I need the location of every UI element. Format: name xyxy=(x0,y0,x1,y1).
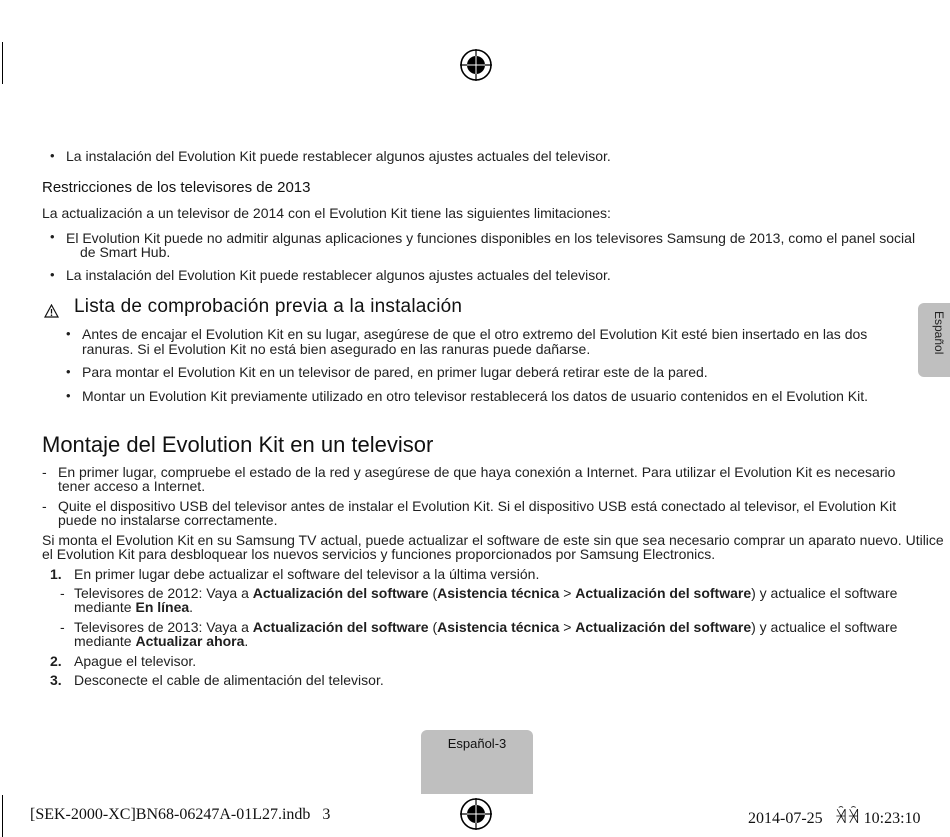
checklist-bullet-1-line1: Antes de encajar el Evolution Kit en su lugar, asegúrese de que el otro extremo del Evolution Kit esté bien insertado en las dos xyxy=(82,326,868,342)
bullet-dot: • xyxy=(50,267,55,282)
substep-text: ( xyxy=(428,619,438,635)
bullet-dot: • xyxy=(66,326,71,341)
checklist-heading: Lista de comprobación previa a la instalación xyxy=(74,296,463,317)
substep-text: ) y actualice el software xyxy=(751,619,898,635)
substep-text: Televisores de 2013: Vaya a xyxy=(74,619,253,635)
substep-2013-line2 xyxy=(74,634,248,649)
menu-option-bold: En línea xyxy=(135,599,190,615)
substep-text: ) y actualice el software xyxy=(751,585,898,601)
step-2-text: Apague el televisor. xyxy=(74,653,197,669)
substep-2012-line2 xyxy=(74,600,193,615)
mount-dash-1-line1: En primer lugar, compruebe el estado de la red y asegúrese de que haya conexión a Internet. Para utilizar el Evolution Kit es necesario xyxy=(58,464,896,480)
substep-text: ( xyxy=(428,585,438,601)
footer-file-info: [SEK-2000-XC]BN68-06247A-01L27.indb 3 xyxy=(30,806,331,823)
restrictions-bullet-1-line2: de Smart Hub. xyxy=(80,244,171,260)
menu-path-bold: Actualización del software xyxy=(252,585,429,601)
menu-path-bold: Actualización del software xyxy=(575,619,752,635)
bullet-dot: • xyxy=(66,388,71,403)
restrictions-bullet-1-line1: El Evolution Kit puede no admitir algunas aplicaciones y funciones disponibles en los televisores Samsung de 2013, como el panel social xyxy=(66,230,916,246)
intro-bullet-text: La instalación del Evolution Kit puede restablecer algunos ajustes actuales del televisor. xyxy=(66,148,611,164)
registration-mark-icon xyxy=(459,48,493,82)
mount-dash-2-line2: puede no instalarse correctamente. xyxy=(58,512,278,528)
checklist-bullet-2: Para montar el Evolution Kit en un televisor de pared, en primer lugar deberá retirar este de la pared. xyxy=(82,364,708,380)
language-side-tab xyxy=(918,303,950,377)
mount-paragraph-line2: el Evolution Kit para desbloquear los nuevos servicios y funciones proporcionados por Samsung Electronics. xyxy=(42,546,716,562)
page-number-label: Español-3 xyxy=(447,736,507,751)
mount-heading: Montaje del Evolution Kit en un televisor xyxy=(42,432,434,457)
step-number: 2. xyxy=(50,653,62,669)
dash-marker: - xyxy=(42,498,47,514)
substep-text: > xyxy=(559,619,576,635)
registration-mark-icon xyxy=(459,797,493,831)
substep-text: Televisores de 2012: Vaya a xyxy=(74,585,253,601)
step-number: 3. xyxy=(50,672,62,688)
substep-2012-line1 xyxy=(74,586,897,601)
warning-icon xyxy=(44,304,59,318)
page-number-tab xyxy=(421,730,533,794)
restrictions-heading: Restricciones de los televisores de 2013 xyxy=(42,179,311,196)
bullet-dot: • xyxy=(50,148,55,163)
step-3-text: Desconecte el cable de alimentación del televisor. xyxy=(74,672,384,688)
checklist-bullet-1-line2: ranuras. Si el Evolution Kit no está bien asegurado en las ranuras puede dañarse. xyxy=(82,341,591,357)
footer-timestamp: 2014-07-25 ꈀꈀ 10:23:10 xyxy=(748,810,921,827)
crop-line-bottom xyxy=(2,795,3,837)
menu-path-bold: Actualización del software xyxy=(575,585,752,601)
menu-path-bold: Asistencia técnica xyxy=(437,585,560,601)
mount-dash-1-line2: tener acceso a Internet. xyxy=(58,478,206,494)
step-number: 1. xyxy=(50,566,62,582)
mount-dash-2-line1: Quite el dispositivo USB del televisor antes de instalar el Evolution Kit. Si el dispositivo USB está conectado al televisor, el Evolution Kit xyxy=(58,498,897,514)
dash-marker: - xyxy=(60,619,65,635)
crop-line-top xyxy=(2,42,3,84)
substep-text: . xyxy=(189,599,194,615)
dash-marker: - xyxy=(60,585,65,601)
step-1-text: En primer lugar debe actualizar el software del televisor a la última versión. xyxy=(74,566,540,582)
restrictions-lead: La actualización a un televisor de 2014 con el Evolution Kit tiene las siguientes limitaciones: xyxy=(42,205,611,221)
menu-path-bold: Asistencia técnica xyxy=(437,619,560,635)
bullet-dot: • xyxy=(66,364,71,379)
dash-marker: - xyxy=(42,464,47,480)
substep-text: mediante xyxy=(74,633,136,649)
substep-text: mediante xyxy=(74,599,136,615)
substep-text: > xyxy=(559,585,576,601)
substep-text: . xyxy=(244,633,249,649)
restrictions-bullet-2: La instalación del Evolution Kit puede restablecer algunos ajustes actuales del televisor. xyxy=(66,267,611,283)
menu-option-bold: Actualizar ahora xyxy=(135,633,245,649)
language-side-tab-label: Español xyxy=(932,311,946,355)
checklist-bullet-3: Montar un Evolution Kit previamente utilizado en otro televisor restablecerá los datos de usuario contenidos en el Evolution Kit. xyxy=(82,388,869,404)
menu-path-bold: Actualización del software xyxy=(252,619,429,635)
bullet-dot: • xyxy=(50,229,55,244)
mount-paragraph-line1: Si monta el Evolution Kit en su Samsung TV actual, puede actualizar el software de este sin que sea necesario comprar un aparato nuevo. Utilice xyxy=(42,532,944,548)
